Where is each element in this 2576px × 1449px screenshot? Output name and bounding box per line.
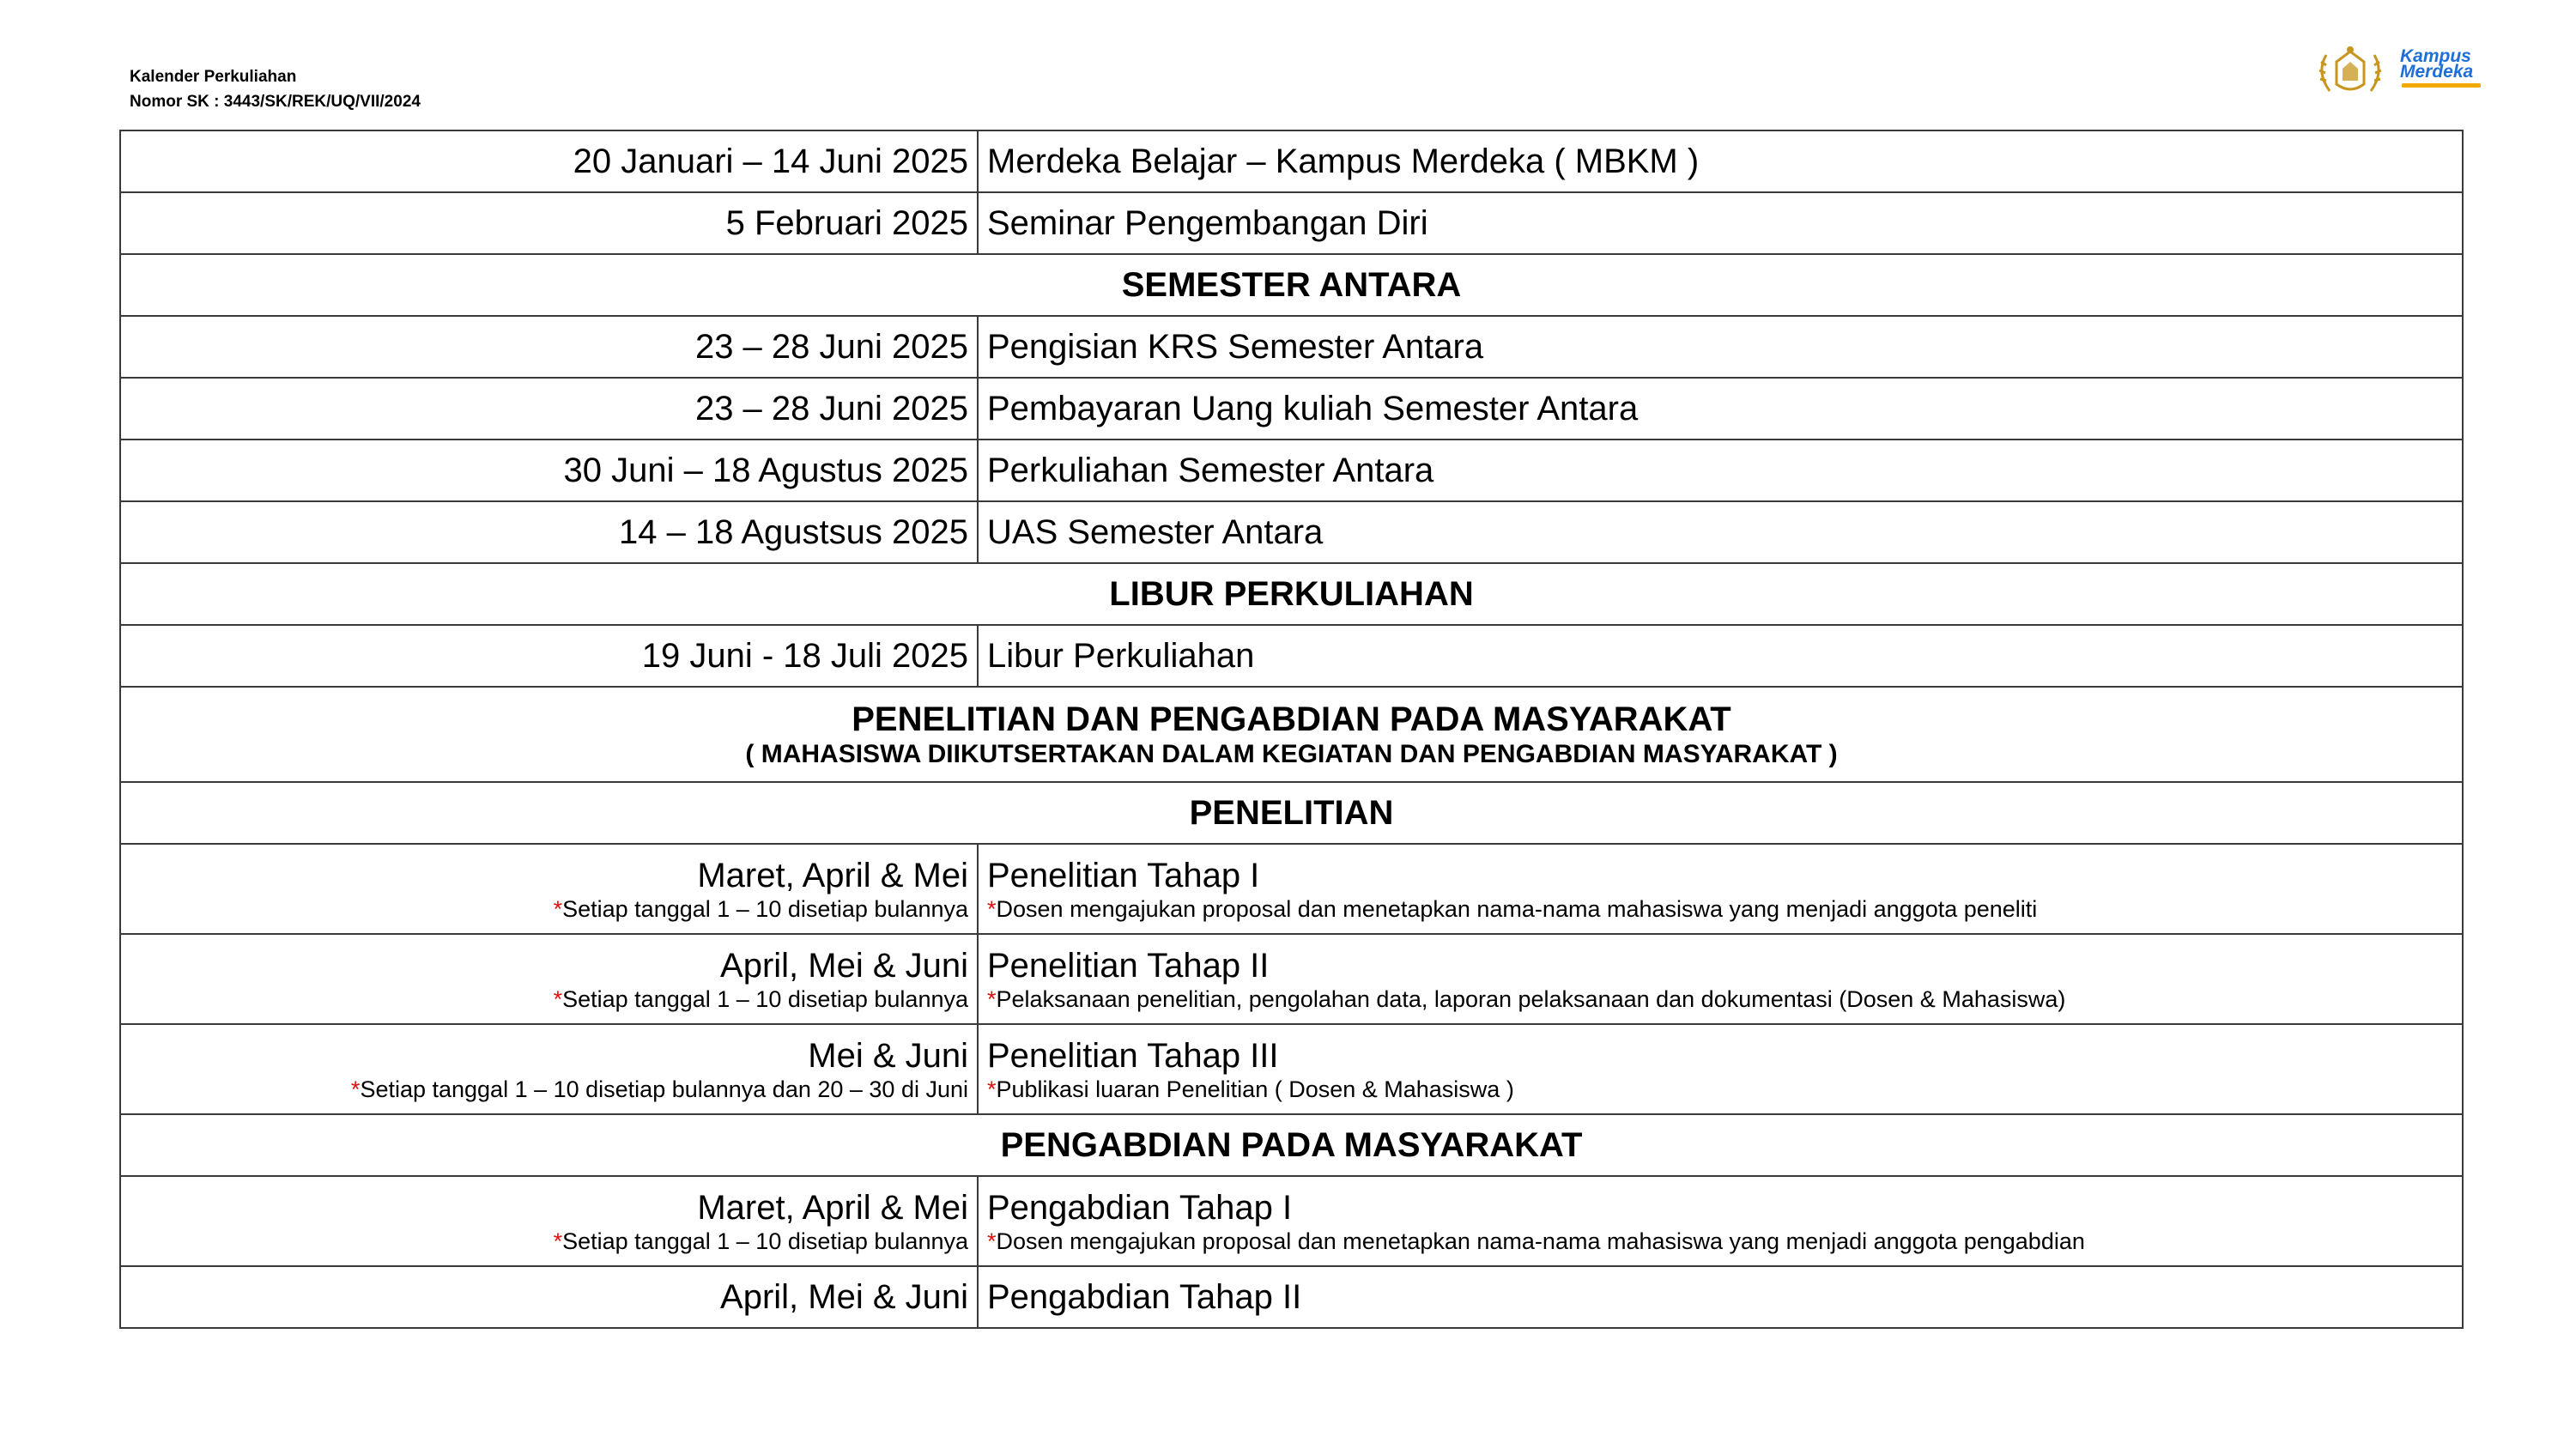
date-cell: April, Mei & Juni (120, 1266, 978, 1328)
activity-note (987, 1076, 2453, 1103)
table-row (120, 130, 2463, 192)
date-note-text: Setiap tanggal 1 – 10 disetiap bulannya (562, 985, 968, 1012)
date-note-text: Setiap tanggal 1 – 10 disetiap bulannya (562, 1228, 968, 1254)
table-row (120, 440, 2463, 501)
brand-line-1: Kampus (2400, 46, 2471, 66)
activity-note-text: Dosen mengajukan proposal dan menetapkan nama-nama mahasiswa yang menjadi anggota pengabdian (996, 1228, 2085, 1254)
section-header-row (120, 254, 2463, 316)
section-title: PENELITIAN DAN PENGABDIAN PADA MASYARAKAT (852, 700, 1731, 738)
activity-cell: Seminar Pengembangan Diri (978, 192, 2463, 254)
date-note (130, 895, 968, 923)
activity-note (987, 895, 2453, 923)
note-marker: * (987, 1228, 997, 1254)
note-marker: * (987, 1076, 997, 1102)
table-row (120, 934, 2463, 1024)
activity-main: Pengabdian Tahap I (987, 1188, 1293, 1227)
table-row (120, 844, 2463, 934)
date-cell: 5 Februari 2025 (120, 192, 978, 254)
activity-cell (978, 844, 2463, 934)
university-emblem-icon (2314, 43, 2386, 100)
kampus-merdeka-logo (2400, 45, 2494, 93)
date-cell (120, 1024, 978, 1114)
note-marker: * (553, 895, 563, 922)
calendar-table (119, 130, 2464, 1329)
sk-number: Nomor SK : 3443/SK/REK/UQ/VII/2024 (130, 93, 421, 111)
activity-cell (978, 1176, 2463, 1266)
date-main: Mei & Juni (808, 1036, 968, 1075)
section-semester-antara: SEMESTER ANTARA (120, 254, 2463, 316)
activity-note (987, 985, 2453, 1013)
date-cell (120, 1176, 978, 1266)
table-row (120, 625, 2463, 687)
date-cell: 20 Januari – 14 Juni 2025 (120, 130, 978, 192)
date-main: Maret, April & Mei (697, 856, 968, 894)
date-cell: 23 – 28 Juni 2025 (120, 316, 978, 378)
date-cell (120, 934, 978, 1024)
activity-note-text: Dosen mengajukan proposal dan menetapkan nama-nama mahasiswa yang menjadi anggota peneliti (996, 895, 2038, 922)
section-header-row (120, 1114, 2463, 1176)
section-penelitian: PENELITIAN (120, 782, 2463, 844)
activity-cell: Pengisian KRS Semester Antara (978, 316, 2463, 378)
date-cell: 30 Juni – 18 Agustus 2025 (120, 440, 978, 501)
activity-main: Penelitian Tahap III (987, 1036, 1279, 1075)
activity-cell: UAS Semester Antara (978, 501, 2463, 563)
date-note (130, 985, 968, 1013)
note-marker: * (987, 985, 997, 1012)
section-pengabdian: PENGABDIAN PADA MASYARAKAT (120, 1114, 2463, 1176)
activity-cell (978, 1024, 2463, 1114)
table-row (120, 192, 2463, 254)
activity-note (987, 1228, 2453, 1255)
date-cell: 14 – 18 Agustsus 2025 (120, 501, 978, 563)
brand-tagline-bar (2402, 83, 2481, 88)
activity-cell: Pengabdian Tahap II (978, 1266, 2463, 1328)
activity-main: Penelitian Tahap II (987, 946, 1270, 985)
table-row (120, 316, 2463, 378)
date-note-text: Setiap tanggal 1 – 10 disetiap bulannya dan 20 – 30 di Juni (360, 1076, 968, 1102)
table-row (120, 1024, 2463, 1114)
note-marker: * (350, 1076, 361, 1102)
activity-cell: Pembayaran Uang kuliah Semester Antara (978, 378, 2463, 440)
date-note-text: Setiap tanggal 1 – 10 disetiap bulannya (562, 895, 968, 922)
section-header-row (120, 687, 2463, 782)
table-row (120, 1266, 2463, 1328)
note-marker: * (987, 895, 997, 922)
table-row (120, 1176, 2463, 1266)
activity-note-text: Pelaksanaan penelitian, pengolahan data, laporan pelaksanaan dan dokumentasi (Dosen & Mahasiswa) (996, 985, 2066, 1012)
document-title: Kalender Perkuliahan (130, 68, 297, 86)
section-header-row (120, 563, 2463, 625)
date-cell (120, 844, 978, 934)
activity-cell (978, 934, 2463, 1024)
activity-note-text: Publikasi luaran Penelitian ( Dosen & Mahasiswa ) (996, 1076, 1514, 1102)
section-penelitian-pengabdian (120, 687, 2463, 782)
activity-cell: Libur Perkuliahan (978, 625, 2463, 687)
section-libur-perkuliahan: LIBUR PERKULIAHAN (120, 563, 2463, 625)
section-header-row (120, 782, 2463, 844)
brand-line-2: Merdeka (2400, 62, 2474, 82)
note-marker: * (553, 1228, 563, 1254)
date-cell: 23 – 28 Juni 2025 (120, 378, 978, 440)
date-cell: 19 Juni - 18 Juli 2025 (120, 625, 978, 687)
date-note (130, 1076, 968, 1103)
date-main: April, Mei & Juni (720, 946, 968, 985)
note-marker: * (553, 985, 563, 1012)
table-row (120, 501, 2463, 563)
activity-main: Penelitian Tahap I (987, 856, 1260, 894)
activity-cell: Merdeka Belajar – Kampus Merdeka ( MBKM ) (978, 130, 2463, 192)
section-subtitle: ( MAHASISWA DIIKUTSERTAKAN DALAM KEGIATAN DAN PENGABDIAN MASYARAKAT ) (745, 739, 1838, 768)
date-main: Maret, April & Mei (697, 1188, 968, 1227)
table-row (120, 378, 2463, 440)
activity-cell: Perkuliahan Semester Antara (978, 440, 2463, 501)
date-note (130, 1228, 968, 1255)
